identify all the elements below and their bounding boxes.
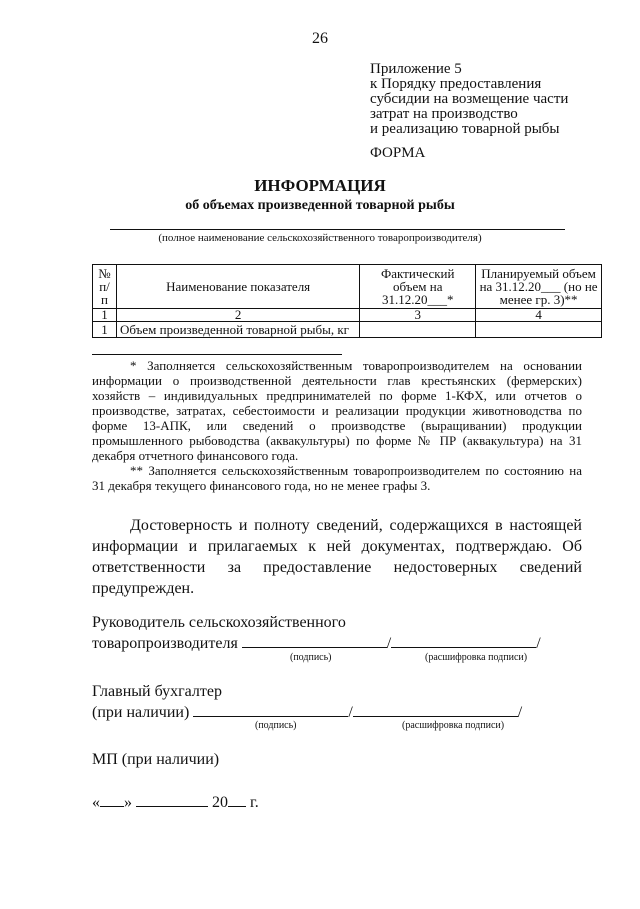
accountant-decoding-field[interactable] — [353, 705, 518, 717]
column-number: 3 — [360, 309, 476, 322]
date-month-field[interactable] — [136, 795, 208, 807]
volume-table — [92, 264, 602, 338]
head-signature-caption: (подпись) — [290, 652, 332, 663]
actual-volume-cell[interactable] — [360, 322, 476, 338]
appendix-line: затрат на производство — [370, 106, 518, 122]
head-signature-row: товаропроизводителя / / — [92, 635, 541, 652]
column-number: 1 — [93, 309, 117, 322]
column-number: 4 — [476, 309, 602, 322]
appendix-block — [370, 62, 568, 137]
header-actual: Фактический объем на 31.12.20___* — [360, 265, 476, 309]
date-year-prefix: 20 — [212, 794, 228, 811]
page-number: 26 — [312, 30, 328, 47]
producer-caption: (полное наименование сельскохозяйственного товаропроизводителя) — [158, 232, 482, 244]
accountant-title-line1: Главный бухгалтер — [92, 683, 222, 700]
accountant-signature-row: (при наличии) / / — [92, 704, 523, 721]
head-decoding-caption: (расшифровка подписи) — [425, 652, 528, 663]
head-decoding-field[interactable] — [391, 636, 536, 648]
row-indicator-name: Объем произведенной товарной рыбы, кг — [116, 322, 359, 338]
footnote-2: ** Заполняется сельскохозяйственным товаропроизводителем по состоянию на 31 декабря текущего финансового года, но не менее графы 3. — [92, 463, 582, 493]
stamp-label: МП (при наличии) — [92, 751, 220, 768]
head-signature-field[interactable] — [242, 636, 387, 648]
accountant-signature-field[interactable] — [193, 705, 348, 717]
header-number: № п/п — [93, 265, 117, 309]
head-title-line1: Руководитель сельскохозяйственного — [92, 614, 346, 631]
footnotes — [92, 358, 582, 493]
row-number: 1 — [93, 322, 117, 338]
accountant-decoding-caption: (расшифровка подписи) — [402, 720, 505, 731]
head-title-line2: товаропроизводителя — [92, 635, 238, 652]
date-row — [92, 794, 259, 812]
accountant-title-line2: (при наличии) — [92, 704, 190, 721]
appendix-line: и реализацию товарной рыбы — [370, 121, 560, 137]
certification-paragraph — [92, 515, 582, 599]
appendix-line: Приложение 5 — [370, 61, 462, 77]
table-header-row — [93, 265, 602, 309]
document-subtitle: об объемах произведенной товарной рыбы — [185, 198, 455, 213]
form-label: ФОРМА — [370, 145, 426, 161]
planned-volume-cell[interactable] — [476, 322, 602, 338]
footnote-1: * Заполняется сельскохозяйственным товаропроизводителем на основании информации о производственной деятельности глав крестьянских (фермерских) хозяйств – индивидуальных предпринимателей по форме 1-КФХ, или отчетов о производстве, затратах, себестоимости и реализации продукции животноводства по форме 13-АПК, или сведений о производстве (выращивании) продукции промышленного рыбоводства (аквакультуры) по форме № ПР (аквакультура) на 31 декабря отчетного финансового года. — [92, 358, 582, 463]
footnote-separator — [92, 354, 342, 355]
date-day-field[interactable] — [100, 795, 124, 807]
appendix-line: к Порядку предоставления — [370, 76, 542, 92]
certification-text: Достоверность и полноту сведений, содержащихся в настоящей информации и прилагаемых к ней документах, подтверждаю. Об ответственности за предоставление недостоверных сведений предупрежден. — [92, 517, 582, 597]
producer-name-line[interactable] — [110, 229, 565, 230]
date-open-quote: « — [92, 794, 100, 811]
date-year-suffix: г. — [250, 794, 259, 811]
date-year-field[interactable] — [228, 795, 246, 807]
date-close-quote: » — [124, 794, 132, 811]
accountant-signature-caption: (подпись) — [255, 720, 297, 731]
table-row — [93, 322, 602, 338]
table-column-numbers — [93, 309, 602, 322]
column-number: 2 — [116, 309, 359, 322]
header-indicator: Наименование показателя — [116, 265, 359, 309]
document-title: ИНФОРМАЦИЯ — [254, 176, 386, 195]
header-planned: Планируемый объем на 31.12.20___ (но не менее гр. 3)** — [476, 265, 602, 309]
appendix-line: субсидии на возмещение части — [370, 91, 569, 107]
